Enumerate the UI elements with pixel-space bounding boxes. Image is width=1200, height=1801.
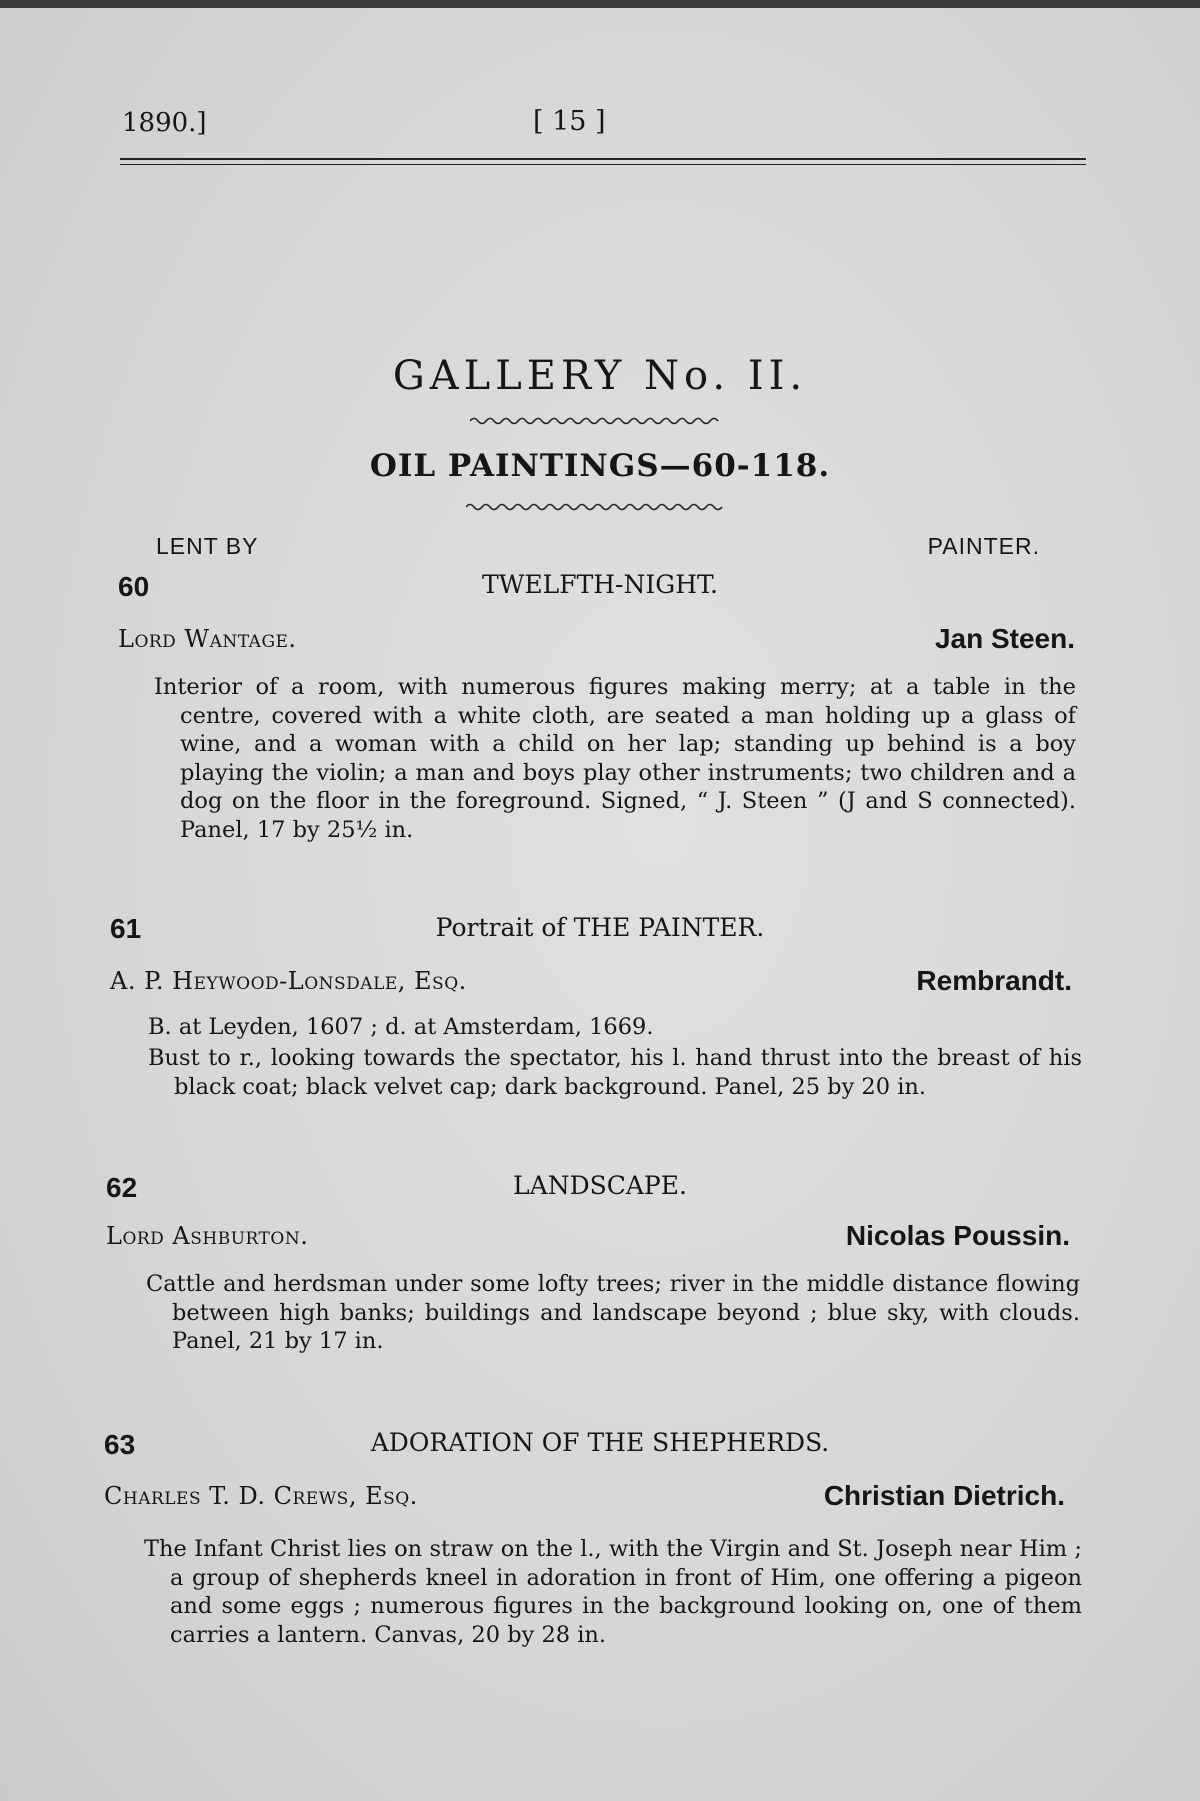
entry-title: TWELFTH-NIGHT. xyxy=(482,570,718,599)
entry-number: 61 xyxy=(110,913,142,944)
entry-title: ADORATION OF THE SHEPHERDS. xyxy=(370,1428,830,1457)
entry-title: LANDSCAPE. xyxy=(513,1171,687,1200)
entry-lender: Lord Ashburton. xyxy=(106,1222,309,1250)
section-title: OIL PAINTINGS—60-118. xyxy=(369,448,831,484)
catalogue-page xyxy=(0,8,1200,1801)
entry-number: 60 xyxy=(118,571,150,602)
wavy-divider-top xyxy=(470,416,724,426)
entry-lender: Charles T. D. Crews, Esq. xyxy=(104,1482,418,1510)
lent-by-header: LENT BY xyxy=(156,533,259,559)
entry-description: Cattle and herdsman under some lofty trees; river in the middle distance flowing between high banks; buildings and landscape beyond ; blue sky, with clouds. Panel, 21 by 17 in. xyxy=(146,1271,1080,1354)
header-rule-thick xyxy=(120,158,1086,160)
entry-number: 63 xyxy=(104,1429,136,1460)
entry-description: The Infant Christ lies on straw on the l., with the Virgin and St. Joseph near Him ; a group of shepherds kneel in adoration in front of Him, one offering a pigeon and some eggs ; numerous figures in the background looking on, one of them carries a lantern. Canvas, 20 by 28 in. xyxy=(144,1536,1082,1648)
entry-painter: Rembrandt. xyxy=(916,965,1072,996)
entry-lender: Lord Wantage. xyxy=(118,625,297,653)
entry-number: 62 xyxy=(106,1172,138,1203)
entry-description: Bust to r., looking towards the spectator, his l. hand thrust into the breast of his black coat; black velvet cap; dark background. Panel, 25 by 20 in. xyxy=(148,1045,1082,1100)
wavy-divider-bottom xyxy=(466,502,724,512)
gallery-title: GALLERY No. II. xyxy=(392,353,808,399)
entry-painter: Jan Steen. xyxy=(934,623,1075,654)
entry-description: Interior of a room, with numerous figures making merry; at a table in the centre, covered with a white cloth, are seated a man holding up a glass of wine, and a woman with a child on her lap; standing up behind is a boy playing the violin; a man and boys play other instruments; two children and a dog on the floor in the foreground. Signed, “ J. Steen ” (J and S connected). Panel, 17 by 25½ in. xyxy=(154,674,1076,843)
painter-header: PAINTER. xyxy=(927,533,1040,559)
page-number: [ 15 ] xyxy=(533,106,606,137)
entry-painter: Nicolas Poussin. xyxy=(845,1220,1070,1251)
entry-biography: B. at Leyden, 1607 ; d. at Amsterdam, 1669. xyxy=(148,1014,654,1040)
header-rule-thin xyxy=(120,164,1086,165)
entry-painter: Christian Dietrich. xyxy=(823,1480,1065,1511)
entry-title: Portrait of THE PAINTER. xyxy=(435,913,765,942)
entry-lender: A. P. Heywood-Lonsdale, Esq. xyxy=(110,967,467,995)
header-year: 1890.] xyxy=(122,108,207,138)
